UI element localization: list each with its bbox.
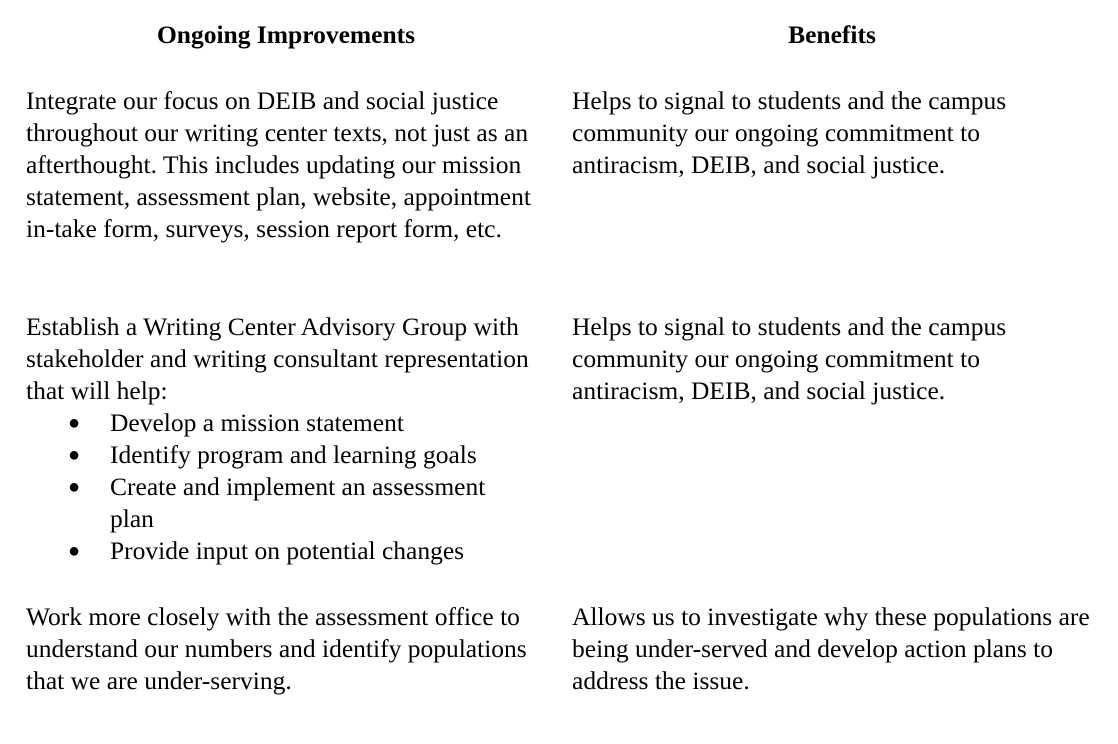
header-ongoing-improvements: Ongoing Improvements: [156, 20, 416, 49]
bullet-icon: ●: [68, 444, 81, 466]
list-item: [26, 407, 530, 439]
list-item: [26, 535, 530, 567]
list-item-text: Create and implement an assessment plan: [110, 472, 486, 533]
list-item-text: Develop a mission statement: [110, 408, 404, 437]
benefit-2: Helps to signal to students and the campus community our ongoing commitment to antiracism, DEIB, and social justice.: [572, 312, 1007, 405]
list-item-text: Provide input on potential changes: [110, 536, 465, 565]
improvement-2-bullet-list: [26, 407, 556, 567]
improvement-2-text: Establish a Writing Center Advisory Group with stakeholder and writing consultant representation that will help:: [26, 312, 529, 405]
bullet-icon: ●: [68, 412, 81, 434]
improvement-3: Work more closely with the assessment office to understand our numbers and identify populations that we are under-serving.: [26, 602, 527, 695]
list-item: [26, 439, 530, 471]
benefit-1: Helps to signal to students and the campus community our ongoing commitment to antiracism, DEIB, and social justice.: [572, 86, 1007, 179]
list-item: [26, 471, 530, 535]
benefit-3: Allows us to investigate why these populations are being under-served and develop action plans to address the issue.: [572, 602, 1090, 695]
improvement-1: Integrate our focus on DEIB and social justice throughout our writing center texts, not just as an afterthought. This includes updating our mission statement, assessment plan, website, appointment in-take form, surveys, session report form, etc.: [26, 86, 531, 243]
list-item-text: Identify program and learning goals: [110, 440, 477, 469]
improvement-2: [26, 311, 556, 567]
bullet-icon: ●: [68, 476, 81, 498]
bullet-icon: ●: [68, 540, 81, 562]
header-benefits: Benefits: [788, 20, 876, 49]
